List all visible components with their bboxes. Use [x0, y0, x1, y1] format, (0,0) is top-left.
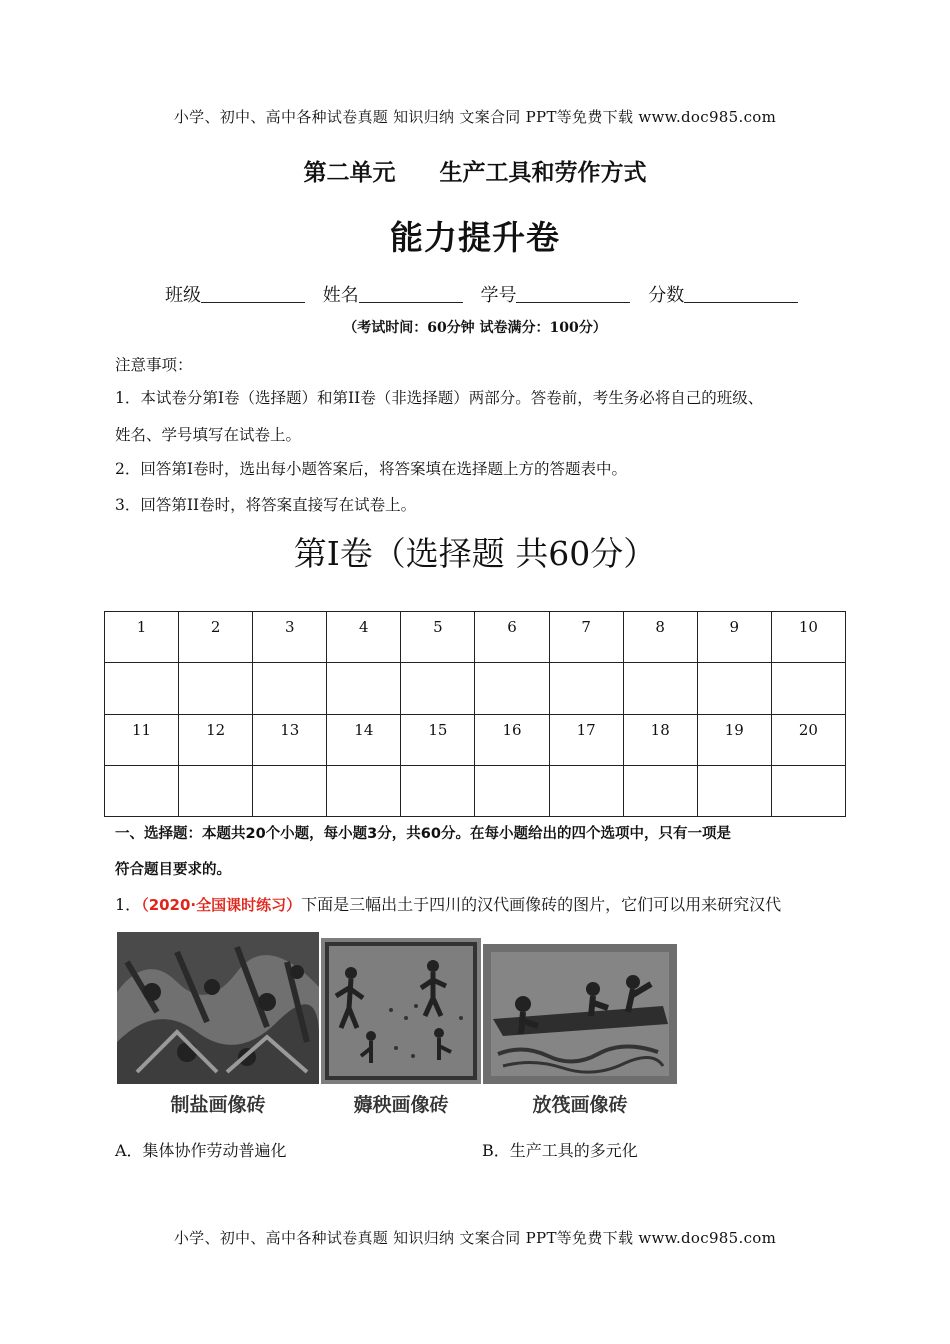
answer-cell[interactable] [253, 663, 327, 714]
answer-cell[interactable] [475, 663, 549, 714]
answer-cell[interactable] [327, 765, 401, 816]
answer-cell[interactable] [771, 765, 845, 816]
score-blank[interactable] [684, 284, 798, 303]
question-number-cell: 10 [771, 612, 845, 663]
question-number-cell: 5 [401, 612, 475, 663]
notes-heading: 注意事项： [115, 356, 193, 374]
question-number-cell: 20 [771, 714, 845, 765]
question-number-cell: 14 [327, 714, 401, 765]
class-label: 班级 [165, 285, 201, 306]
answer-cell[interactable] [771, 663, 845, 714]
answer-cell[interactable] [401, 663, 475, 714]
question-number-cell: 17 [549, 714, 623, 765]
answer-table [104, 611, 846, 817]
answer-cell[interactable] [179, 765, 253, 816]
page-footer: 小学、初中、高中各种试卷真题 知识归纳 文案合同 PPT等免费下载 www.doc985.com [173, 1229, 777, 1247]
answer-cell[interactable] [105, 765, 179, 816]
question-number-cell: 3 [253, 612, 327, 663]
question-number-cell: 11 [105, 714, 179, 765]
page-header: 小学、初中、高中各种试卷真题 知识归纳 文案合同 PPT等免费下载 www.doc985.com [173, 108, 777, 126]
image-caption: 放筏画像砖 [532, 1094, 628, 1116]
question-number: 1． [115, 895, 142, 914]
class-blank[interactable] [201, 284, 305, 303]
answer-cell[interactable] [623, 663, 697, 714]
note-item: 1．本试卷分第I卷（选择题）和第II卷（非选择题）两部分。答卷前，考生务必将自己的班级、 [115, 389, 764, 407]
section-instruction: 一、选择题：本题共20个小题，每小题3分，共60分。在每小题给出的四个选项中，只有一项是 [115, 826, 731, 842]
exam-time-info: （考试时间：60分钟 试卷满分：100分） [343, 320, 607, 336]
question-number-cell: 7 [549, 612, 623, 663]
question-number-cell: 6 [475, 612, 549, 663]
answer-cell[interactable] [179, 663, 253, 714]
section-title: 第Ⅰ卷（选择题 共60分） [293, 534, 657, 573]
answer-cell[interactable] [475, 765, 549, 816]
rice-transplanting-brick-image [321, 938, 481, 1084]
image-caption: 制盐画像砖 [170, 1094, 266, 1116]
question-number-cell: 13 [253, 714, 327, 765]
question-number-cell: 8 [623, 612, 697, 663]
answer-cell[interactable] [697, 765, 771, 816]
note-item: 姓名、学号填写在试卷上。 [115, 426, 302, 444]
question-number-cell: 16 [475, 714, 549, 765]
answer-cell[interactable] [105, 663, 179, 714]
answer-cell[interactable] [549, 663, 623, 714]
rafting-brick-image [483, 944, 677, 1084]
question-number-cell: 1 [105, 612, 179, 663]
question-number-cell: 4 [327, 612, 401, 663]
question-text: 下面是三幅出土于四川的汉代画像砖的图片，它们可以用来研究汉代 [301, 895, 782, 914]
number-blank[interactable] [516, 284, 630, 303]
student-info-row [165, 281, 798, 307]
image-caption: 薅秧画像砖 [353, 1094, 449, 1116]
name-blank[interactable] [359, 284, 463, 303]
question-1-stem [115, 892, 781, 915]
answer-input-row [105, 765, 846, 816]
answer-header-row [105, 714, 846, 765]
option-b[interactable]: B．生产工具的多元化 [482, 1141, 638, 1160]
note-item: 2．回答第I卷时，选出每小题答案后，将答案填在选择题上方的答题表中。 [115, 460, 627, 478]
answer-cell[interactable] [253, 765, 327, 816]
answer-cell[interactable] [549, 765, 623, 816]
salt-making-brick-image [117, 932, 319, 1084]
number-label: 学号 [480, 285, 517, 306]
answer-cell[interactable] [327, 663, 401, 714]
option-a[interactable]: A．集体协作劳动普遍化 [115, 1141, 287, 1160]
question-number-cell: 15 [401, 714, 475, 765]
name-label: 姓名 [322, 285, 359, 306]
answer-cell[interactable] [697, 663, 771, 714]
question-number-cell: 2 [179, 612, 253, 663]
exam-title: 能力提升卷 [390, 218, 560, 257]
section-instruction: 符合题目要求的。 [115, 862, 231, 878]
score-label: 分数 [648, 285, 685, 306]
question-number-cell: 9 [697, 612, 771, 663]
unit-number: 第二单元 [303, 160, 396, 186]
unit-name: 生产工具和劳作方式 [439, 160, 647, 186]
question-number-cell: 12 [179, 714, 253, 765]
unit-title [0, 154, 950, 187]
answer-cell[interactable] [623, 765, 697, 816]
question-number-cell: 18 [623, 714, 697, 765]
answer-header-row [105, 612, 846, 663]
question-source: （2020·全国课时练习） [141, 896, 302, 914]
question-number-cell: 19 [697, 714, 771, 765]
answer-cell[interactable] [401, 765, 475, 816]
answer-input-row [105, 663, 846, 714]
note-item: 3．回答第II卷时，将答案直接写在试卷上。 [115, 496, 417, 514]
